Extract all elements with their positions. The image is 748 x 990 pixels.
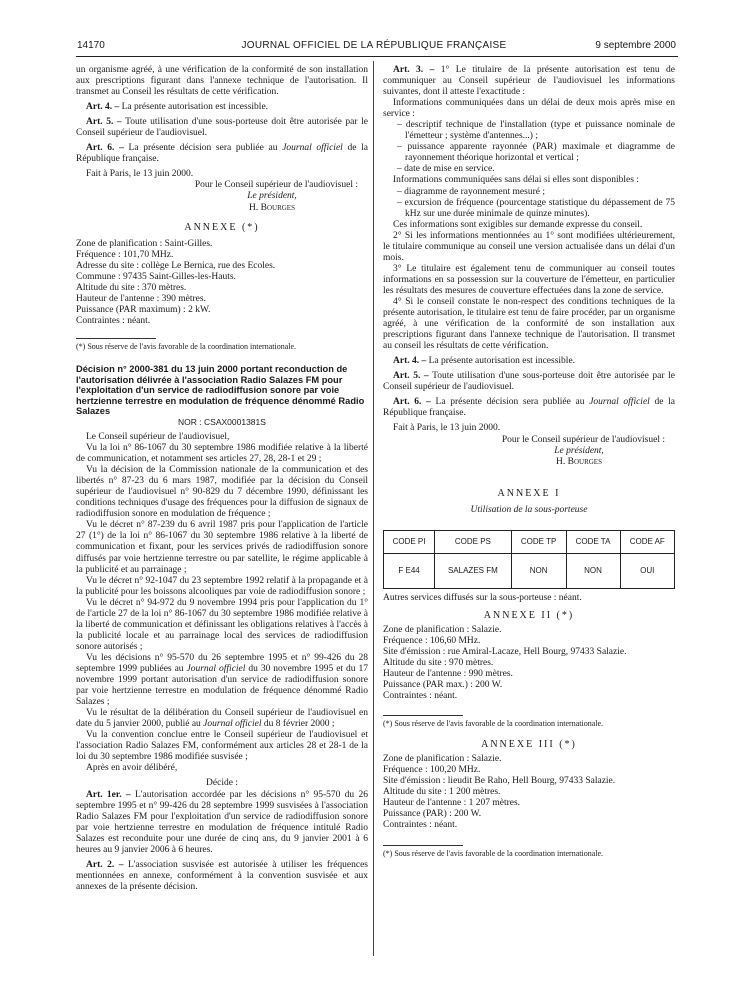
annexe-line: Altitude du site : 970 mètres. <box>383 657 494 668</box>
vu-deliberation: Vu le résultat de la délibération du Conseil supérieur de l'audiovisuel en date du 5 janvier 2000, publié au Journal officiel du 8 février 2000 ; <box>76 708 368 730</box>
visa-paragraph: Vu le décret n° 94-972 du 9 novembre 1994 pris pour l'application du 1° de l'article 27 de la loi n° 86-1067 du 30 septembre 1986 modifiée relative à la liberté de communication et définissant les obligations relatives à l'accès à la publicité locale et au parrainage local des services de radiodiffusion sonore autorisés ; <box>76 597 368 652</box>
article-label: Art. 4. – <box>86 102 120 113</box>
annexe-line: Contraintes : néant. <box>383 691 458 702</box>
annexe-line: Site d'émission : lieudit Be Raho, Hell Bourg, 97433 Salazie. <box>383 776 616 787</box>
signature-role: Le président, <box>247 191 297 202</box>
annexe-line: Fréquence : 106,60 MHz. <box>383 635 481 646</box>
table-row <box>384 553 675 588</box>
article-6: Art. 6. – La présente décision sera publiée au Journal officiel de la République française. <box>383 397 675 419</box>
annexe-line: Contraintes : néant. <box>76 315 151 326</box>
table-header-cell: CODE AF <box>620 530 674 553</box>
footnote: (*) Sous réserve de l'avis favorable de la coordination internationale. <box>76 341 297 351</box>
article-label: Art. 5. – <box>393 371 429 382</box>
vu-decisions: Vu les décisions n° 95-570 du 26 septembre 1995 et n° 99-426 du 28 septembre 1999 publiées au Journal officiel du 30 novembre 1995 et du 17 novembre 1999 portant autorisation d'un service de radiodiffusion sonore par voie hertzienne terrestre en modulation de fréquence dénommé Radio Salazes ; <box>76 652 368 708</box>
article-3: Art. 3. – 1° Le titulaire de la présente autorisation est tenu de communiquer au Conseil supérieur de l'audiovisuel les informations suivantes, dont il atteste l'exactitude : <box>383 65 675 98</box>
list-item: – descriptif technique de l'installation (type et puissance nominale de l'émetteur ; système d'antennes...) ; <box>397 120 675 142</box>
annexe-line: Adresse du site : collège Le Bernica, rue des Ecoles. <box>76 260 276 271</box>
visa-paragraph: Vu la décision de la Commission nationale de la communication et des libertés n° 87-23 du 6 mars 1987, modifiée par la décision du Conseil supérieur de l'audiovisuel n° 90-829 du 7 décembre 1990, définissant les conditions techniques d'usage des fréquences pour la diffusion de signaux de radiodiffusion sonore en modulation de fréquence ; <box>76 465 368 520</box>
footnote-rule <box>383 845 463 846</box>
annexe-line: Altitude du site : 370 mètres. <box>76 282 187 293</box>
fait-a-paris: Fait à Paris, le 13 juin 2000. <box>393 423 501 434</box>
info-two-months: Informations communiquées dans un délai de deux mois après mise en service : <box>383 98 675 120</box>
signature-role: Le président, <box>554 445 604 456</box>
table-cell: OUI <box>620 553 674 588</box>
paragraph-4: 4° Si le conseil constate le non-respect des conditions techniques de la présente autorisation, le titulaire est tenu de faire procéder, par un organisme agréé, à une vérification de la conformité de son installation aux prescriptions figurant dans l'annexe technique de l'autorisation. Il transmet au conseil les résultats de cette vérification. <box>383 296 675 352</box>
decide: Décide : <box>206 778 238 789</box>
article-4: Art. 4. – La présente autorisation est incessible. <box>86 102 269 113</box>
annexe-line: Commune : 97435 Saint-Gilles-les-Hauts. <box>76 271 236 282</box>
article-label: Art. 4. – <box>393 356 427 367</box>
signature-name: H. Bourges <box>249 202 295 213</box>
visa-paragraph: Vu le décret n° 87-239 du 6 avril 1987 pris pour l'application de l'article 27 (1°) de la loi n° 86-1067 du 30 septembre 1986 relative à la liberté de communication et fixant, pour les services privés de radiodiffusion sonore diffusés par voie hertzienne terrestre ou par satellite, le régime applicable à la publicité et au parrainage ; <box>76 520 368 575</box>
issue-date: 9 septembre 2000 <box>595 40 676 51</box>
decision-title: Décision n° 2000-381 du 13 juin 2000 portant reconduction de l'autorisation délivrée à l'association Radio Salazes FM pour l'exploitation d'un service de radiodiffusion sonore par voie hertzienne terrestre en modulation de fréquence dénommé Radio Salazes <box>76 363 365 417</box>
page-number: 14170 <box>77 40 105 51</box>
article-label: Art. 2. – <box>86 859 124 870</box>
table-header-cell: CODE TA <box>566 530 620 553</box>
journal-title: JOURNAL OFFICIEL DE LA RÉPUBLIQUE FRANÇAISE <box>241 40 507 51</box>
annexe-line: Altitude du site : 1 200 mètres. <box>383 787 501 798</box>
column-divider <box>373 61 374 956</box>
annexe-3-title: ANNEXE III (*) <box>481 739 577 751</box>
info-list-2 <box>383 187 675 220</box>
article-label: Art. 1er. – <box>86 789 131 800</box>
annexe-2-lines <box>383 625 675 702</box>
info-available: Informations communiquées sans délai si elles sont disponibles : <box>393 175 639 186</box>
fait-a-paris: Fait à Paris, le 13 juin 2000. <box>86 169 194 180</box>
annexe-1-title: ANNEXE I <box>497 487 561 499</box>
paragraph: un organisme agréé, à une vérification de la conformité de son installation aux prescriptions figurant dans l'annexe technique de l'autorisation. Il transmet au Conseil les résultats de cette vérification. <box>76 65 368 98</box>
article-6: Art. 6. – La présente décision sera publiée au Journal officiel de la République française. <box>76 143 368 165</box>
annexe-line: Contraintes : néant. <box>383 820 458 831</box>
annexe-line: Fréquence : 101,70 MHz. <box>76 249 174 260</box>
annexe-lines <box>76 239 368 327</box>
footnote-rule <box>383 715 463 716</box>
annexe-line: Zone de planification : Saint-Gilles. <box>76 238 213 249</box>
table-header-cell: CODE PI <box>384 530 435 553</box>
visa-paragraph: Le Conseil supérieur de l'audiovisuel, <box>86 432 230 442</box>
autres-services: Autres services diffusés sur la sous-porteuse : néant. <box>383 592 582 603</box>
footnote: (*) Sous réserve de l'avis favorable de la coordination internationale. <box>383 719 604 729</box>
annexe-line: Site d'émission : rue Amiral-Lacaze, Hell Bourg, 97433 Salazie. <box>383 646 627 657</box>
signature-for: Pour le Conseil supérieur de l'audiovisuel : <box>194 180 358 191</box>
article-label: Art. 6. – <box>393 397 431 408</box>
visa-paragraph: Vu la loi n° 86-1067 du 30 septembre 1986 modifiée relative à la liberté de communication, et notamment ses articles 27, 28, 28-1 et 29 ; <box>76 443 368 465</box>
article-5: Art. 5. – Toute utilisation d'une sous-porteuse doit être autorisée par le Conseil supérieur de l'audiovisuel. <box>76 117 368 139</box>
annexe-line: Hauteur de l'antenne : 1 207 mètres. <box>383 798 521 809</box>
article-label: Art. 5. – <box>86 117 122 128</box>
annexe-2-title: ANNEXE II (*) <box>483 609 575 621</box>
vu-convention: Vu la convention conclue entre le Conseil supérieur de l'audiovisuel et l'association Radio Salazes FM, conformément aux articles 28 et 28-1 de la loi du 30 septembre 1986 modifiée susvisée ; <box>76 730 368 763</box>
article-4: Art. 4. – La présente autorisation est incessible. <box>393 356 576 367</box>
article-label: Art. 6. – <box>86 143 124 154</box>
apres-deliberation: Après en avoir délibéré, <box>86 763 178 774</box>
subcarrier-table <box>383 530 675 589</box>
annexe-title: ANNEXE (*) <box>184 221 260 233</box>
article-label: Art. 3. – <box>393 65 435 75</box>
annexe-line: Hauteur de l'antenne : 990 mètres. <box>383 669 513 680</box>
visa-paragraph: Vu le décret n° 92-1047 du 23 septembre 1992 relatif à la propagande et à la publicité pour les boissons alcooliques par voie de radiodiffusion sonore ; <box>76 575 368 597</box>
paragraph-3: 3° Le titulaire est également tenu de communiquer au conseil toutes informations en sa possession sur la couverture de l'émetteur, en particulier les résultats des mesures de couverture effectuées dans la zone de service. <box>383 263 675 296</box>
table-cell: F E44 <box>384 553 435 588</box>
table-cell: NON <box>566 553 620 588</box>
exigibles: Ces informations sont exigibles sur demande expresse du conseil. <box>393 219 643 230</box>
list-item: – excursion de fréquence (pourcentage statistique du dépassement de 75 kHz sur une durée minimale de quinze minutes). <box>397 197 675 219</box>
table-cell: NON <box>511 553 566 588</box>
list-item: – diagramme de rayonnement mesuré ; <box>397 186 545 197</box>
page-header <box>0 40 748 54</box>
nor-reference: NOR : CSAX0001381S <box>178 416 266 427</box>
table-header-row <box>384 530 675 553</box>
article-1: Art. 1er. – L'autorisation accordée par les décisions n° 95-570 du 26 septembre 1995 et n° 99-426 du 28 septembre 1999 susvisées à l'association Radio Salazes FM pour l'exploitation d'un service de radiodiffusion sonore par voie hertzienne terrestre en modulation de fréquence intitulé Radio Salazes est reconduite pour une durée de cinq ans, du 9 janvier 2001 à 6 heures au 9 janvier 2006 à 6 heures. <box>76 789 368 855</box>
article-2: Art. 2. – L'association susvisée est autorisée à utiliser les fréquences mentionnées en annexe, conformément à la convention susvisée et aux annexes de la présente décision. <box>76 859 369 892</box>
info-list-1 <box>383 120 675 175</box>
footnote: (*) Sous réserve de l'avis favorable de la coordination internationale. <box>383 848 604 858</box>
left-column <box>76 65 368 893</box>
signature-name: H. Bourges <box>556 456 602 467</box>
annexe-line: Puissance (PAR max.) : 200 W. <box>383 680 503 691</box>
annexe-line: Puissance (PAR maximum) : 2 kW. <box>76 304 211 315</box>
annexe-1-subtitle: Utilisation de la sous-porteuse <box>470 504 588 515</box>
article-5: Art. 5. – Toute utilisation d'une sous-porteuse doit être autorisée par le Conseil supérieur de l'audiovisuel. <box>383 371 675 393</box>
annexe-line: Fréquence : 100,20 MHz. <box>383 765 481 776</box>
right-column <box>383 65 675 859</box>
list-item: – puissance apparente rayonnée (PAR) maximale et diagramme de rayonnement théorique horizontal et vertical ; <box>397 142 675 164</box>
paragraph-2: 2° Si les informations mentionnées au 1° sont modifiées ultérieurement, le titulaire communique au conseil une version actualisée dans un délai d'un mois. <box>383 230 675 263</box>
annexe-line: Zone de planification : Salazie. <box>383 754 502 765</box>
table-cell: SALAZES FM <box>435 553 512 588</box>
decision-visas <box>76 432 368 653</box>
list-item: – date de mise en service. <box>397 164 495 175</box>
footnote-rule <box>76 338 156 339</box>
annexe-line: Hauteur de l'antenne : 390 mètres. <box>76 293 206 304</box>
annexe-3-lines <box>383 754 675 831</box>
annexe-line: Zone de planification : Salazie. <box>383 624 502 635</box>
table-header-cell: CODE PS <box>435 530 512 553</box>
signature-for: Pour le Conseil supérieur de l'audiovisuel : <box>501 434 665 445</box>
header-rule <box>76 56 678 57</box>
annexe-line: Puissance (PAR) : 200 W. <box>383 809 482 820</box>
table-header-cell: CODE TP <box>511 530 566 553</box>
